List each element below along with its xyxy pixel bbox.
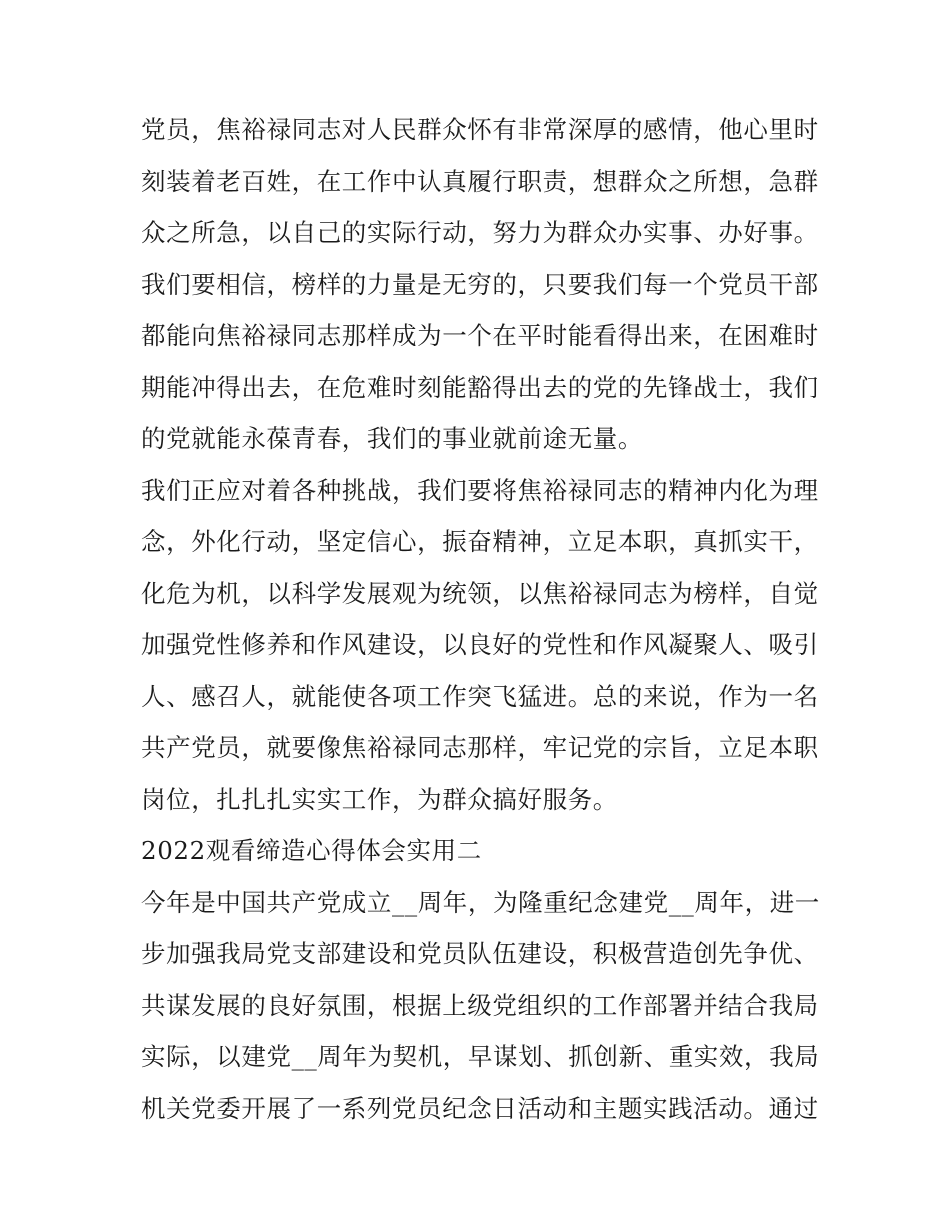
text-line: 党员，焦裕禄同志对人民群众怀有非常深厚的感情，他心里时 xyxy=(141,115,819,144)
document-body xyxy=(141,104,821,1134)
text-line: 步加强我局党支部建设和党员队伍建设，积极营造创先争优、 xyxy=(141,939,819,968)
text-line: 加强党性修养和作风建设，以良好的党性和作风凝聚人、吸引 xyxy=(141,630,819,659)
text-line: 念，外化行动，坚定信心，振奋精神，立足本职，真抓实干， xyxy=(141,527,819,556)
text-line: 人、感召人，就能使各项工作突飞猛进。总的来说，作为一名 xyxy=(141,681,819,711)
text-line: 机关党委开展了一系列党员纪念日活动和主题实践活动。通过 xyxy=(141,1093,819,1123)
text-line: 共谋发展的良好氛围，根据上级党组织的工作部署并结合我局 xyxy=(141,990,819,1020)
text-line: 岗位，扎扎扎实实工作，为群众搞好服务。 xyxy=(141,784,618,814)
text-line: 化危为机，以科学发展观为统领，以焦裕禄同志为榜样，自觉 xyxy=(141,578,819,608)
text-line: 实际，以建党__周年为契机，早谋划、抓创新、重实效，我局 xyxy=(141,1042,820,1071)
section-heading: 2022观看缔造心得体会实用二 xyxy=(141,836,482,865)
text-line: 我们要相信，榜样的力量是无穷的，只要我们每一个党员干部 xyxy=(141,269,819,299)
text-line: 期能冲得出去，在危难时刻能豁得出去的党的先锋战士，我们 xyxy=(141,372,819,402)
text-line: 刻装着老百姓，在工作中认真履行职责，想群众之所想，急群 xyxy=(141,166,819,196)
text-line: 众之所急，以自己的实际行动，努力为群众办实事、办好事。 xyxy=(141,218,819,247)
text-line: 的党就能永葆青春，我们的事业就前途无量。 xyxy=(141,424,643,453)
text-line: 都能向焦裕禄同志那样成为一个在平时能看得出来，在困难时 xyxy=(141,321,819,350)
text-line: 今年是中国共产党成立__周年，为隆重纪念建党__周年，进一 xyxy=(141,887,820,917)
text-line: 我们正应对着各种挑战，我们要将焦裕禄同志的精神内化为理 xyxy=(141,475,819,505)
text-line: 共产党员，就要像焦裕禄同志那样，牢记党的宗旨，立足本职 xyxy=(141,733,819,762)
